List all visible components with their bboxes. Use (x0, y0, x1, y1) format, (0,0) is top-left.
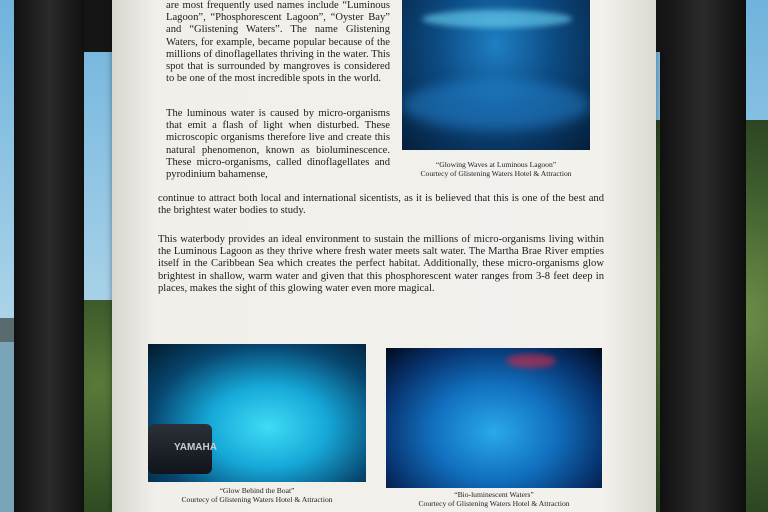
sign-paragraph-bioluminescence: The luminous water is caused by micro-organisms that emit a flash of light when disturbed. These microscopic organisms therefore live and create this natural phenomenon, known as bioluminescence. These micro-organisms, called dinoflagellates and pyrodinium bahamense, (166, 108, 390, 181)
sign-post-right (660, 0, 746, 512)
sign-paragraph-names: are most frequently used names include “Luminous Lagoon”, “Phosphorescent Lagoon”, “Oyster Bay” and “Glistening Waters”. The name Glistening Waters, for example, became popular because of the millions of dinoflagellates thriving in the water. This spot that is surrounded by mangroves is considered to be one of the most incredible spots in the world. (166, 0, 390, 85)
sign-paragraph-scientists: continue to attract both local and international sicentists, as it is believed that this is one of the best and the brightest water bodies to study. (158, 193, 604, 217)
caption-title: “Bio-luminescent Waters” (454, 490, 534, 499)
caption-credit: Courtecy of Glistening Waters Hotel & Attraction (420, 169, 572, 178)
photo-caption-glowing-waves (402, 160, 590, 178)
caption-title: “Glowing Waves at Luminous Lagoon” (435, 160, 557, 169)
photo-caption-glow-behind-boat (148, 486, 366, 504)
caption-credit: Courtecy of Glistening Waters Hotel & Attraction (181, 495, 333, 504)
photo-bioluminescent-waters (386, 348, 602, 488)
sign-post-left (14, 0, 84, 512)
photo-glowing-waves (402, 0, 590, 150)
sign-paragraph-habitat: This waterbody provides an ideal environment to sustain the millions of micro-organisms living within the Luminous Lagoon as they thrive where fresh water meets salt water. The Martha Brae River empties itself in the Caribbean Sea which creates the perfect habitat. Additionally, these micro-organisms glow brightest in shallow, warm water and given that this phosphorescent water ranges from 3-8 feet deep in places, makes the sight of this glowing water even more magical. (158, 234, 604, 294)
motor-brand-label: YAMAHA (174, 442, 217, 453)
photo-caption-bioluminescent-waters (386, 490, 602, 508)
caption-credit: Courtecy of Glistening Waters Hotel & Attraction (418, 499, 570, 508)
outboard-motor (148, 424, 217, 474)
caption-title: “Glow Behind the Boat” (219, 486, 295, 495)
photo-glow-behind-boat (148, 344, 366, 482)
